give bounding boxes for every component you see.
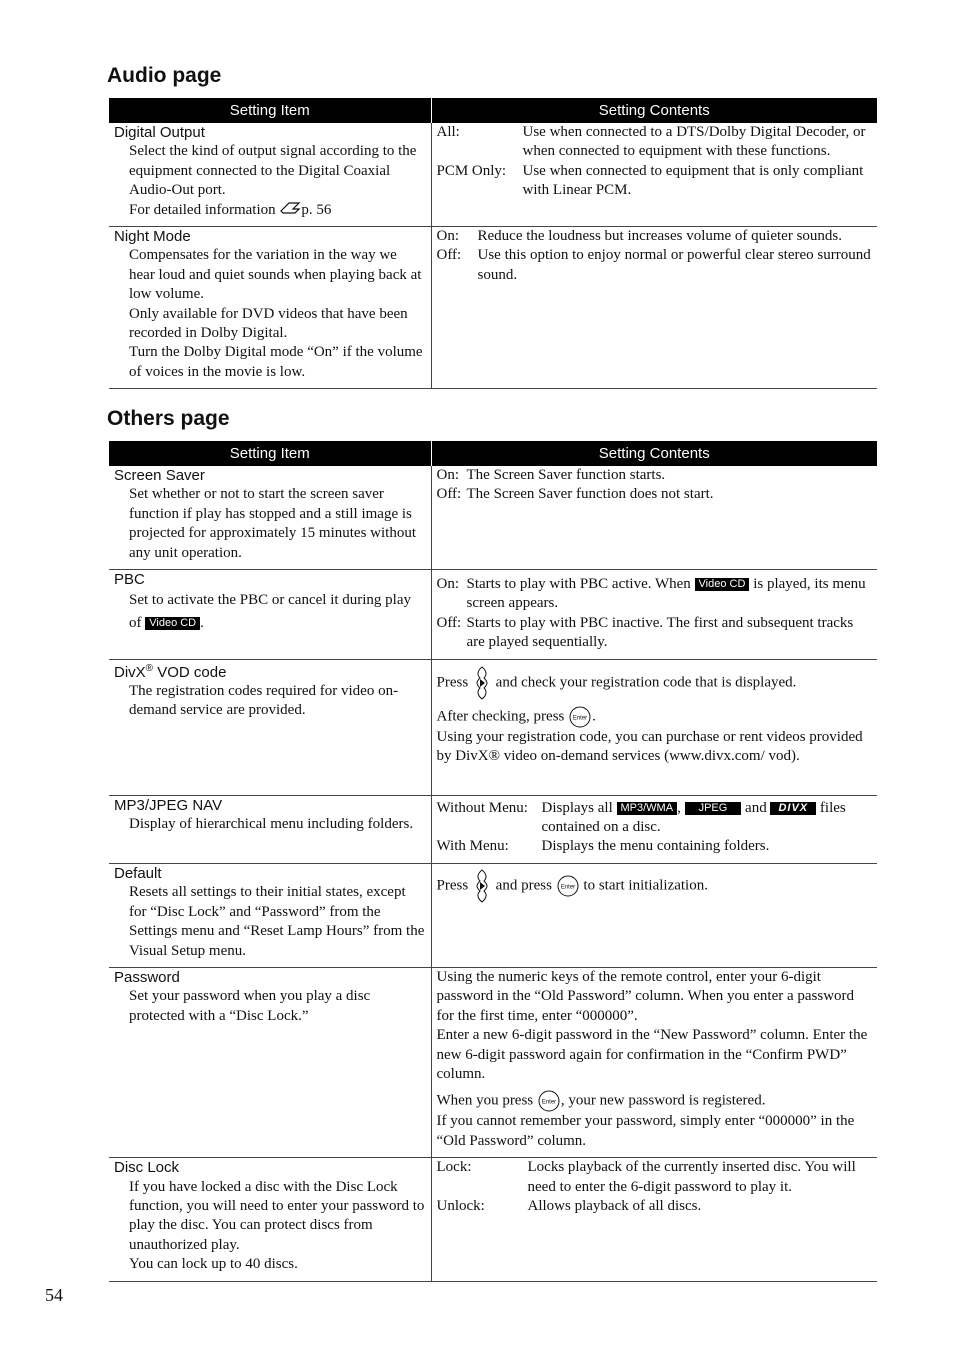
instruction-text: When you press [436, 1092, 534, 1109]
setting-item-cell [109, 967, 431, 1157]
option-list [437, 799, 872, 857]
description-text [129, 589, 425, 635]
separator: , [677, 799, 681, 816]
description-reference [129, 201, 425, 220]
table-row-screen-saver [109, 466, 877, 570]
audio-page-heading: Audio page [107, 64, 222, 87]
option-text: The Screen Saver function does not start. [466, 486, 714, 503]
setting-item-cell [109, 123, 431, 227]
right-arrow-button-icon [474, 666, 490, 700]
setting-item-cell [109, 227, 431, 389]
others-page-heading: Others page [107, 407, 230, 430]
table-row-night-mode [109, 227, 877, 389]
table-row-default [109, 863, 877, 967]
others-settings-table [109, 441, 877, 1282]
table-row-mp3-jpeg-nav [109, 795, 877, 863]
setting-name [114, 663, 425, 682]
setting-item-cell [109, 1158, 431, 1281]
table-header-row [109, 441, 877, 466]
setting-item-cell [109, 659, 431, 795]
setting-contents-cell [431, 863, 877, 967]
option-label: On: [436, 228, 459, 245]
setting-description [114, 246, 425, 382]
instruction-text: After checking, press [436, 708, 565, 725]
table-row-pbc [109, 570, 877, 660]
svg-text:Enter: Enter [541, 1099, 557, 1106]
right-arrow-button-icon [474, 869, 490, 903]
setting-description [114, 987, 425, 1026]
description-text: If you have locked a disc with the Disc Lock function, you will need to enter your password to play the disc. You can protect discs from unauthorized play. [129, 1178, 425, 1253]
instruction-text: and press [495, 877, 552, 894]
option-text [542, 799, 872, 838]
password-register-instruction [437, 1090, 872, 1112]
header-setting-item: Setting Item [109, 98, 431, 123]
setting-name: PBC [114, 571, 145, 589]
password-instruction-text: If you cannot remember your password, simply enter “000000” in the “Old Password” column. [436, 1113, 855, 1149]
password-instruction-text: Enter a new 6-digit password in the “New Password” column. Enter the new 6-digit password again for confirmation in the “Confirm PWD” column. [436, 1027, 868, 1082]
setting-description [114, 1178, 425, 1275]
instruction-text: , your new password is registered. [560, 1092, 766, 1109]
table-row-password [109, 967, 877, 1157]
reference-page: p. 56 [301, 201, 332, 218]
option-text-part: and [745, 799, 767, 816]
setting-name-part: VOD code [153, 663, 227, 681]
setting-contents-cell [431, 570, 877, 660]
option-label: PCM Only: [436, 162, 507, 179]
option-label: Lock: [436, 1159, 472, 1176]
setting-contents-cell [431, 123, 877, 227]
option-list [437, 123, 872, 201]
option-label: Unlock: [436, 1197, 485, 1214]
option-text: Use when connected to a DTS/Dolby Digital Decoder, or when connected to equipment with these functions. [522, 124, 866, 160]
option-text-part: is played, its menu screen appears. [466, 576, 866, 612]
description-text: Display of hierarchical menu including folders. [129, 816, 414, 833]
option-text: Use this option to enjoy normal or powerful clear stereo surround sound. [477, 247, 871, 283]
header-setting-contents: Setting Contents [431, 98, 877, 123]
header-setting-contents: Setting Contents [431, 441, 877, 466]
initialization-instruction [437, 869, 872, 903]
option-label: Off: [436, 247, 462, 264]
option-text: Allows playback of all discs. [527, 1197, 702, 1214]
setting-contents-cell [431, 967, 877, 1157]
option-label: With Menu: [436, 838, 509, 855]
video-cd-badge: Video CD [695, 578, 750, 591]
setting-name: Default [114, 864, 162, 882]
description-suffix: . [200, 615, 204, 632]
description-text: Set your password when you play a disc protected with a “Disc Lock.” [129, 988, 371, 1024]
table-row-disc-lock [109, 1158, 877, 1281]
video-cd-badge: Video CD [145, 617, 200, 630]
setting-description [114, 589, 425, 635]
setting-name-part: DivX [114, 663, 146, 681]
option-label: Off: [436, 486, 462, 503]
option-label: Without Menu: [436, 799, 528, 816]
option-list [437, 575, 872, 653]
press-enter-instruction [437, 706, 872, 728]
description-text: Resets all settings to their initial states, except for “Disc Lock” and “Password” from the Settings menu and “Reset Lamp Hours” from the Visual Setup menu. [129, 884, 425, 959]
mp3-wma-badge: MP3/WMA [617, 802, 678, 815]
option-label: Off: [436, 614, 462, 631]
option-text: Starts to play with PBC inactive. The first and subsequent tracks are played sequentially. [466, 614, 854, 651]
enter-button-icon [538, 1090, 560, 1112]
press-right-instruction [437, 666, 872, 700]
header-setting-item: Setting Item [109, 441, 431, 466]
reference-pointer-icon [279, 201, 301, 215]
instruction-text: Press [436, 877, 469, 894]
setting-contents-cell [431, 1158, 877, 1281]
description-span: Set to activate the PBC or cancel it during play of [129, 592, 412, 632]
registered-mark: ® [145, 662, 154, 674]
registration-info-text: Using your registration code, you can purchase or rent videos provided by DivX® video on-demand services (www.divx.com/ vod). [436, 728, 863, 765]
password-instruction-text: Using the numeric keys of the remote control, enter your 6-digit password in the “Old Password” column. When you enter a password for the first time, enter “000000”. [436, 968, 855, 1024]
jpeg-badge: JPEG [685, 802, 742, 815]
reference-text: For detailed information [129, 201, 276, 218]
enter-button-icon [557, 875, 579, 897]
setting-name: MP3/JPEG NAV [114, 796, 223, 814]
setting-description [114, 485, 425, 563]
audio-settings-table [109, 98, 877, 389]
setting-name: Disc Lock [114, 1159, 180, 1177]
setting-name: Screen Saver [114, 467, 205, 484]
table-row-digital-output [109, 123, 877, 227]
description-text: You can lock up to 40 discs. [129, 1256, 298, 1273]
option-label: On: [436, 576, 459, 593]
option-text: Displays the menu containing folders. [541, 838, 770, 855]
setting-description [114, 682, 425, 721]
setting-contents-cell [431, 659, 877, 795]
instruction-text: to start initialization. [583, 877, 708, 894]
setting-item-cell [109, 863, 431, 967]
description-text: Compensates for the variation in the way we hear loud and quiet sounds when playing back at low volume. [129, 247, 422, 303]
option-text-part: Starts to play with PBC active. When [466, 576, 691, 593]
description-text: Only available for DVD videos that have been recorded in Dolby Digital. [129, 305, 408, 342]
table-header-row [109, 98, 877, 123]
setting-description [114, 815, 425, 834]
option-label: All: [436, 124, 460, 140]
option-text: The Screen Saver function starts. [466, 467, 666, 483]
option-text: Locks playback of the currently inserted disc. You will need to enter the 6-digit password to play it. [527, 1159, 856, 1195]
instruction-text: Press [436, 674, 469, 691]
setting-description [114, 142, 425, 220]
description-text: The registration codes required for video on-demand service are provided. [129, 683, 399, 719]
instruction-text: . [592, 708, 596, 725]
option-text-part: files contained on a disc. [541, 799, 846, 836]
option-text: Reduce the loudness but increases volume of quieter sounds. [477, 228, 842, 245]
option-list [437, 1158, 872, 1216]
option-text-part: Displays all [541, 799, 613, 816]
svg-text:Enter: Enter [560, 884, 575, 891]
setting-item-cell [109, 466, 431, 570]
enter-button-icon [569, 706, 591, 728]
divx-badge: DIVX [770, 802, 816, 815]
option-text: Use when connected to equipment that is only compliant with Linear PCM. [522, 162, 864, 199]
setting-name: Night Mode [114, 228, 191, 246]
setting-contents-cell [431, 466, 877, 570]
setting-item-cell [109, 795, 431, 863]
setting-description [114, 883, 425, 961]
option-text [467, 575, 872, 614]
table-row-divx-vod-code [109, 659, 877, 795]
page-number: 54 [45, 1285, 63, 1305]
option-list [437, 227, 872, 285]
setting-item-cell [109, 570, 431, 660]
svg-text:Enter: Enter [572, 715, 588, 722]
setting-name: Password [114, 968, 180, 986]
option-label: On: [436, 467, 459, 483]
description-text: Set whether or not to start the screen saver function if play has stopped and a still image is projected for approximately 15 minutes without any unit operation. [129, 486, 417, 561]
description-text: Select the kind of output signal according to the equipment connected to the Digital Coaxial Audio-Out port. [129, 143, 417, 199]
instruction-text: and check your registration code that is displayed. [495, 674, 797, 691]
setting-contents-cell [431, 227, 877, 389]
setting-name: Digital Output [114, 124, 205, 141]
setting-contents-cell [431, 795, 877, 863]
option-list [437, 466, 872, 505]
description-text: Turn the Dolby Digital mode “On” if the volume of voices in the movie is low. [129, 344, 423, 380]
